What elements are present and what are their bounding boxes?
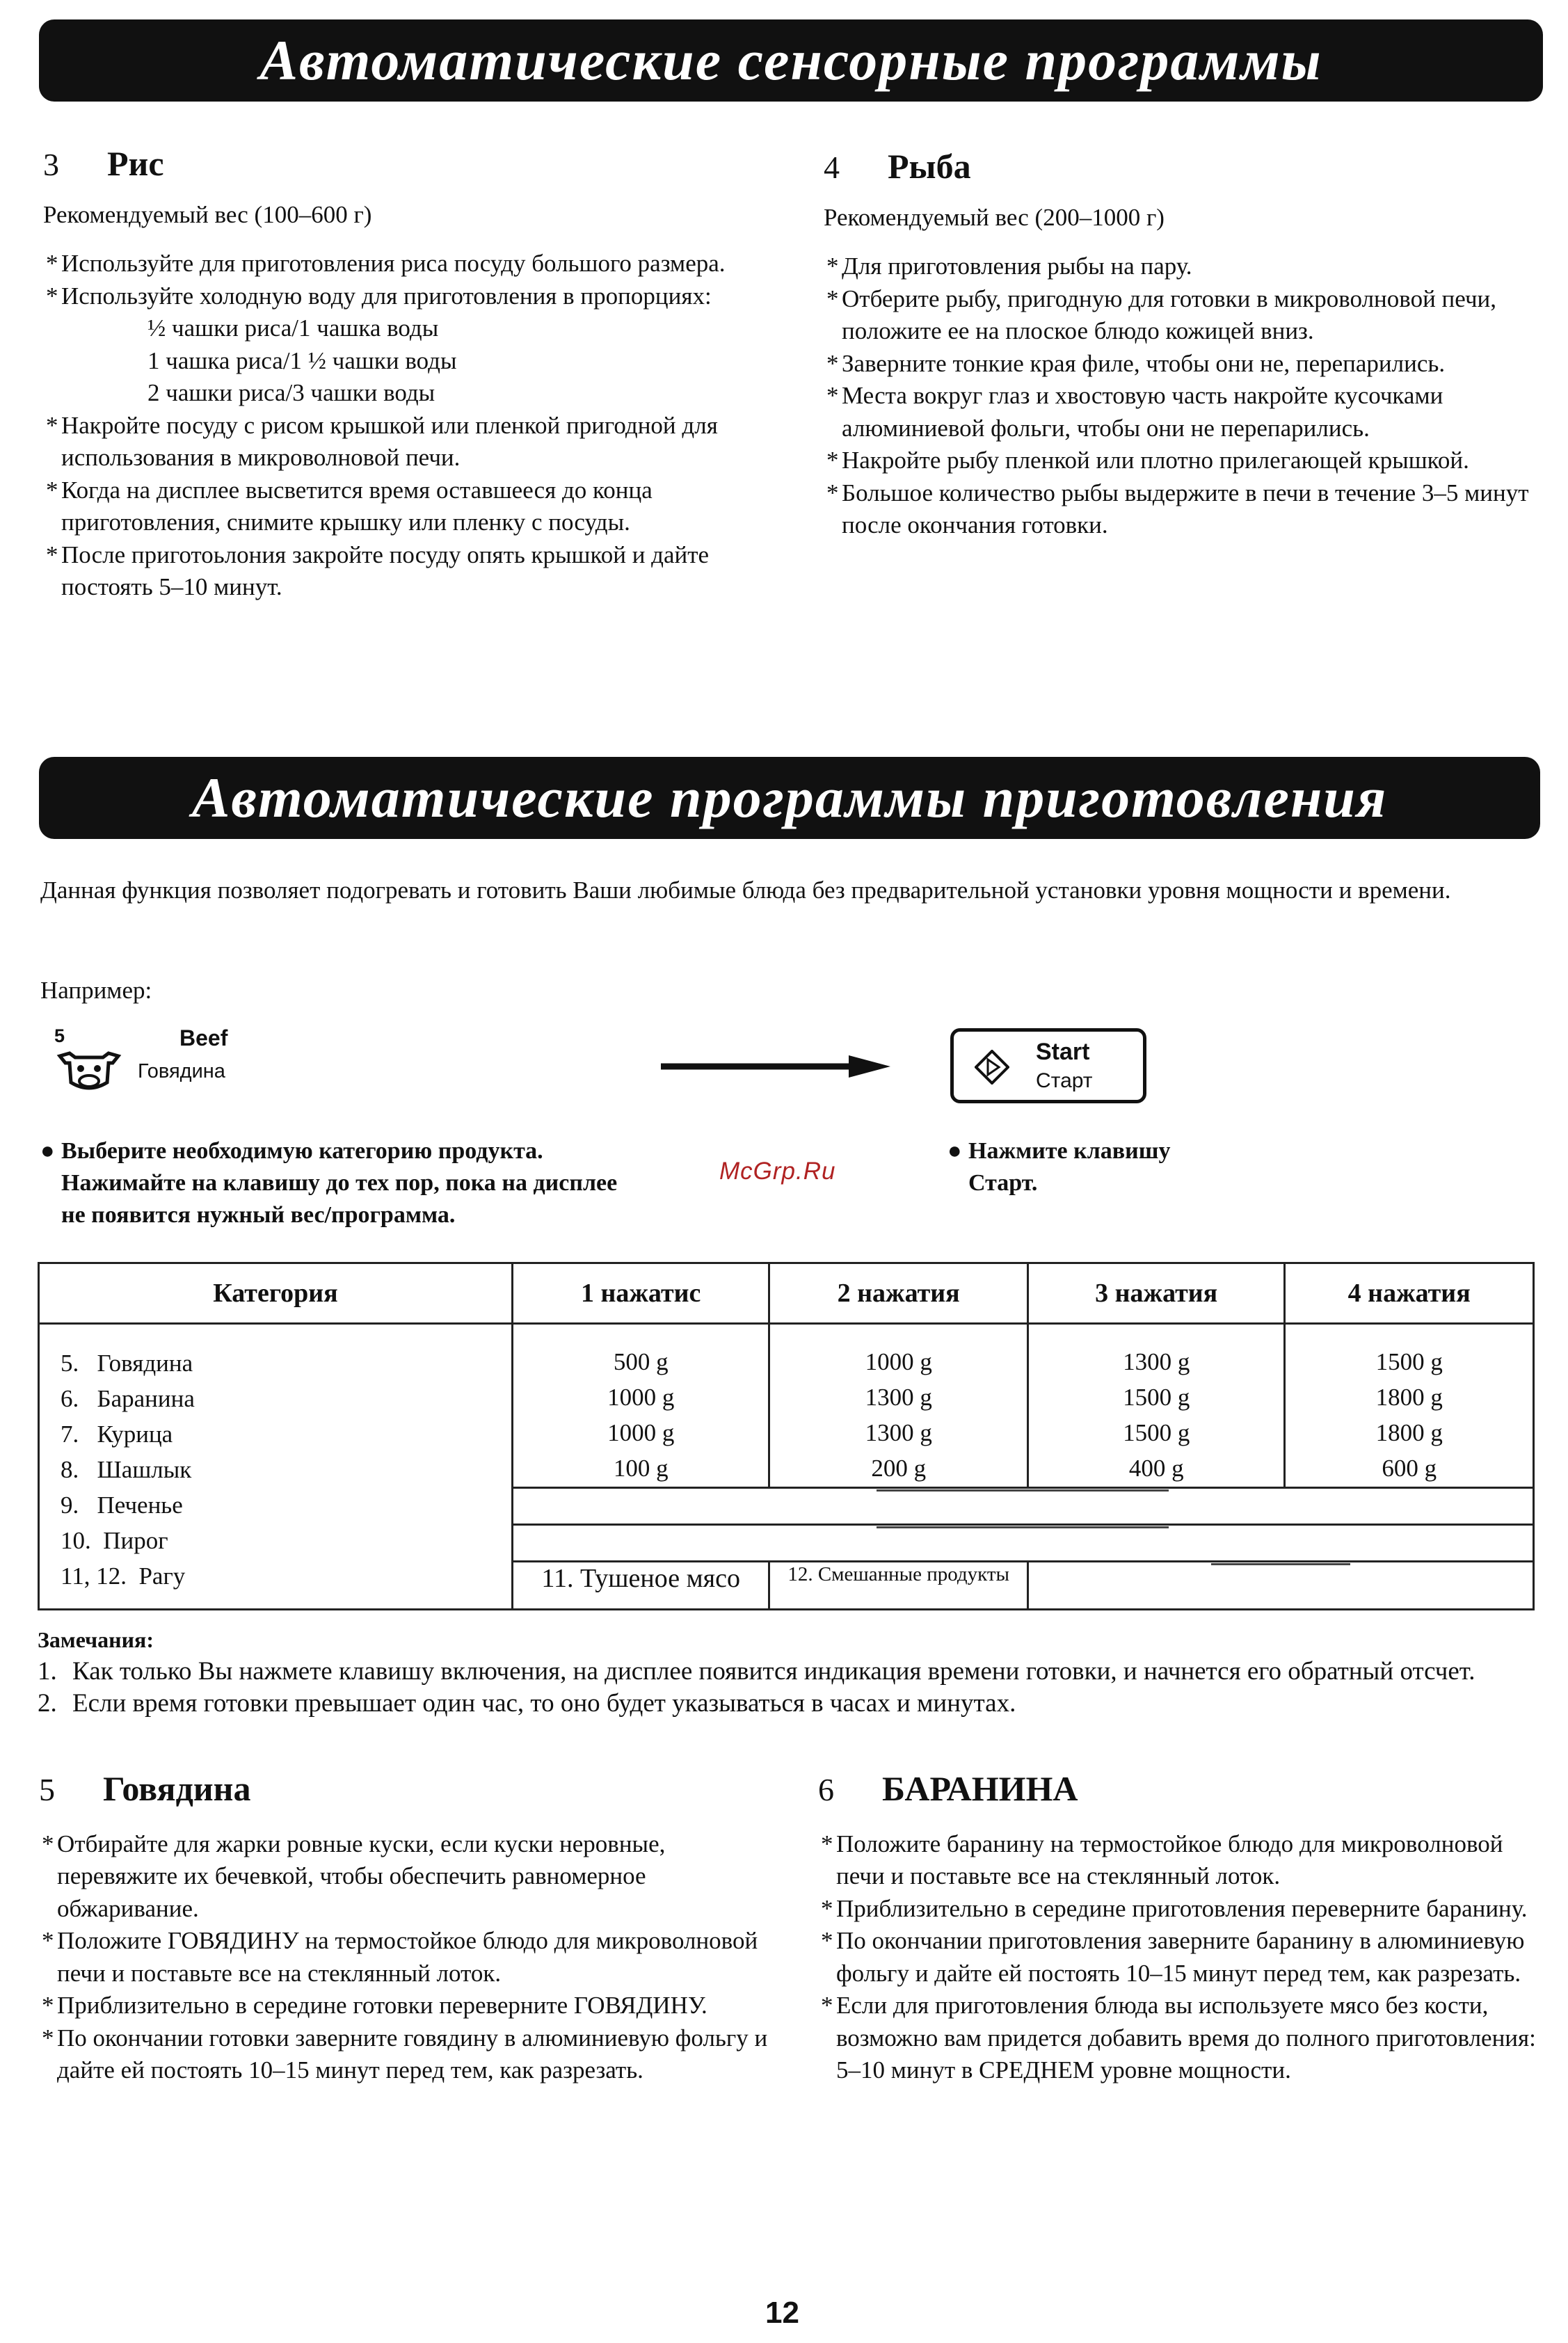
instruction-select-category: ● Выберите необходимую категорию продукта. Нажимайте на клавишу до тех пор, пока на дисплее не появится нужный вес/программа. [40,1138,618,1228]
category-item: 11, 12. Рагу [61,1562,186,1590]
category-item: 6. Баранина [61,1385,195,1412]
empty-cell [512,1488,1533,1525]
column-header: Категория [39,1263,513,1324]
beef-number: 5 [54,1025,65,1046]
list-item: * Накройте посуду с рисом крышкой или пленкой пригодной для использования в микроволновой печи. [46,411,718,471]
section-banner-auto [39,757,1540,839]
list-item: * После приготоьлония закройте посуду опять крышкой и дайте постоять 5–10 минут. [46,541,710,600]
intro-text: Данная функция позволяет подогревать и готовить Ваши любимые блюда без предварительной установки уровня мощности и времени. [40,877,1451,904]
section-fish [824,147,1540,542]
list-item: * Места вокруг глаз и хвостовую часть накройте кусочками алюминиевой фольги, чтобы они не перепарились. [826,382,1443,442]
bullet-list [39,1828,776,2087]
column-header: 4 нажатия [1285,1263,1534,1324]
start-label-en: Start [1036,1039,1090,1065]
beef-button [54,1025,277,1102]
category-item: 9. Печенье [61,1492,183,1519]
list-item: 2. Если время готовки превышает один час, то оно будет указываться в часах и минутах. [38,1689,1016,1718]
column-header: 3 нажатия [1027,1263,1285,1324]
list-item: * Заверните тонкие края филе, чтобы они не, перепарились. [826,349,1446,377]
proportion-item: 1 чашка риса/1 ½ чашки воды [147,346,457,374]
list-item: * Если для приготовления блюда вы используете мясо без кости, возможно вам придется добавить время до полного приготовления: 5–10 минут в СРЕДНЕМ уровне мощности. [821,1992,1536,2084]
section-number: 5 [39,1772,55,1807]
notes-title: Замечания: [38,1627,154,1652]
list-item: * Для приготовления рыбы на пару. [826,253,1192,280]
start-label-ru: Старт [1036,1069,1093,1092]
category-item: 5. Говядина [61,1350,193,1377]
category-item: 7. Курица [61,1421,173,1448]
beef-label-ru: Говядина [138,1060,225,1082]
list-item: * Используйте холодную воду для приготовления в пропорциях: [46,282,712,310]
section-number: 6 [818,1772,834,1807]
list-item: * Используйте для приготовления риса посуду большого размера. [46,250,726,277]
recommended-weight: Рекомендуемый вес (100–600 г) [43,200,372,228]
list-item: * Отбирайте для жарки ровные куски, если куски неровные, перевяжите их бечевкой, чтобы обеспечить равномерное обжаривание. [42,1830,666,1922]
category-list [39,1324,513,1610]
banner-title: Автоматические программы приготовления [191,766,1388,829]
section-heading [824,147,1540,186]
bullet-list [43,248,774,604]
list-item: * Большое количество рыбы выдержите в печи в течение 3–5 минут после окончания готовки. [826,479,1529,538]
list-item: * Положите баранину на термостойкое блюдо для микроволновой печи и поставьте все на стеклянный лоток. [821,1830,1503,1889]
section-title: БАРАНИНА [882,1769,1078,1808]
banner-title: Автоматические сенсорные программы [259,29,1322,92]
press1-values: 500 g 1000 g 1000 g 100 g [512,1324,769,1488]
section-lamb [818,1769,1542,2087]
start-icon [975,1050,1009,1085]
proportion-item: 2 чашки риса/3 чашки воды [147,379,435,406]
page-number: 12 [765,2296,799,2330]
cow-icon [54,1043,124,1094]
press3-values: 1300 g 1500 g 1500 g 400 g [1027,1324,1285,1488]
arrow-right-icon [661,1053,890,1080]
list-item: * Приблизительно в середине приготовления переверните баранину. [821,1894,1528,1922]
stew-cell: 11. Тушеное мясо [512,1562,769,1610]
section-heading [43,144,774,184]
notes-list [38,1656,1533,1720]
bullet-list [818,1828,1542,2087]
section-heading [39,1769,776,1809]
section-banner-sensor [39,19,1543,102]
section-title: Говядина [103,1769,251,1808]
category-item: 10. Пирог [61,1527,168,1554]
press4-values: 1500 g 1800 g 1800 g 600 g [1285,1324,1534,1488]
list-item: * Положите ГОВЯДИНУ на термостойкое блюдо для микроволновой печи и поставьте все на стеклянный лоток. [42,1927,758,1987]
list-item: 1. Как только Вы нажмете клавишу включения, на дисплее появится индикация времени готовки, и начнется его обратный отсчет. [38,1657,1475,1686]
section-title: Рис [107,144,164,183]
column-header: 1 нажатис [512,1263,769,1324]
list-item: * Накройте рыбу пленкой или плотно прилегающей крышкой. [826,447,1469,474]
section-beef [39,1769,776,2087]
bullet-list [824,250,1540,542]
section-number: 3 [43,147,59,182]
section-number: 4 [824,150,840,185]
empty-cell [512,1525,1533,1562]
list-item: * Когда на дисплее высветится время оставшееся до конца приготовления, снимите крышку или пленку с посуды. [46,476,653,536]
proportion-item: ½ чашки риса/1 чашка воды [147,314,439,342]
mixed-cell: 12. Смешанные продукты [769,1562,1028,1610]
instruction-press-start: ● Нажмите клавишу Старт. [947,1138,1171,1196]
start-button [950,1028,1146,1103]
beef-label-en: Beef [179,1025,228,1050]
empty-cell [1027,1562,1533,1610]
column-header: 2 нажатия [769,1263,1028,1324]
table-header-row [39,1263,1534,1324]
press2-values: 1000 g 1300 g 1300 g 200 g [769,1324,1028,1488]
list-item: * Приблизительно в середине готовки переверните ГОВЯДИНУ. [42,1992,707,2019]
section-rice [43,144,774,604]
list-item: * По окончании готовки заверните говядину в алюминиевую фольгу и дайте ей постоять 10–15 минут перед тем, как разрезать. [42,2024,768,2084]
example-label: Например: [40,977,152,1004]
category-item: 8. Шашлык [61,1456,192,1483]
category-table [38,1262,1535,1610]
notes [38,1624,1533,1720]
section-heading [818,1769,1542,1809]
list-item: * Отберите рыбу, пригодную для готовки в микроволновой печи, положите ее на плоское блюдо кожицей вниз. [826,285,1497,344]
recommended-weight: Рекомендуемый вес (200–1000 г) [824,203,1165,231]
watermark: McGrp.Ru [719,1158,836,1185]
table-row [39,1324,1534,1488]
list-item: * По окончании приготовления заверните баранину в алюминиевую фольгу и дайте ей постоять 10–15 минут перед тем, как разрезать. [821,1927,1525,1987]
section-title: Рыба [888,147,971,186]
